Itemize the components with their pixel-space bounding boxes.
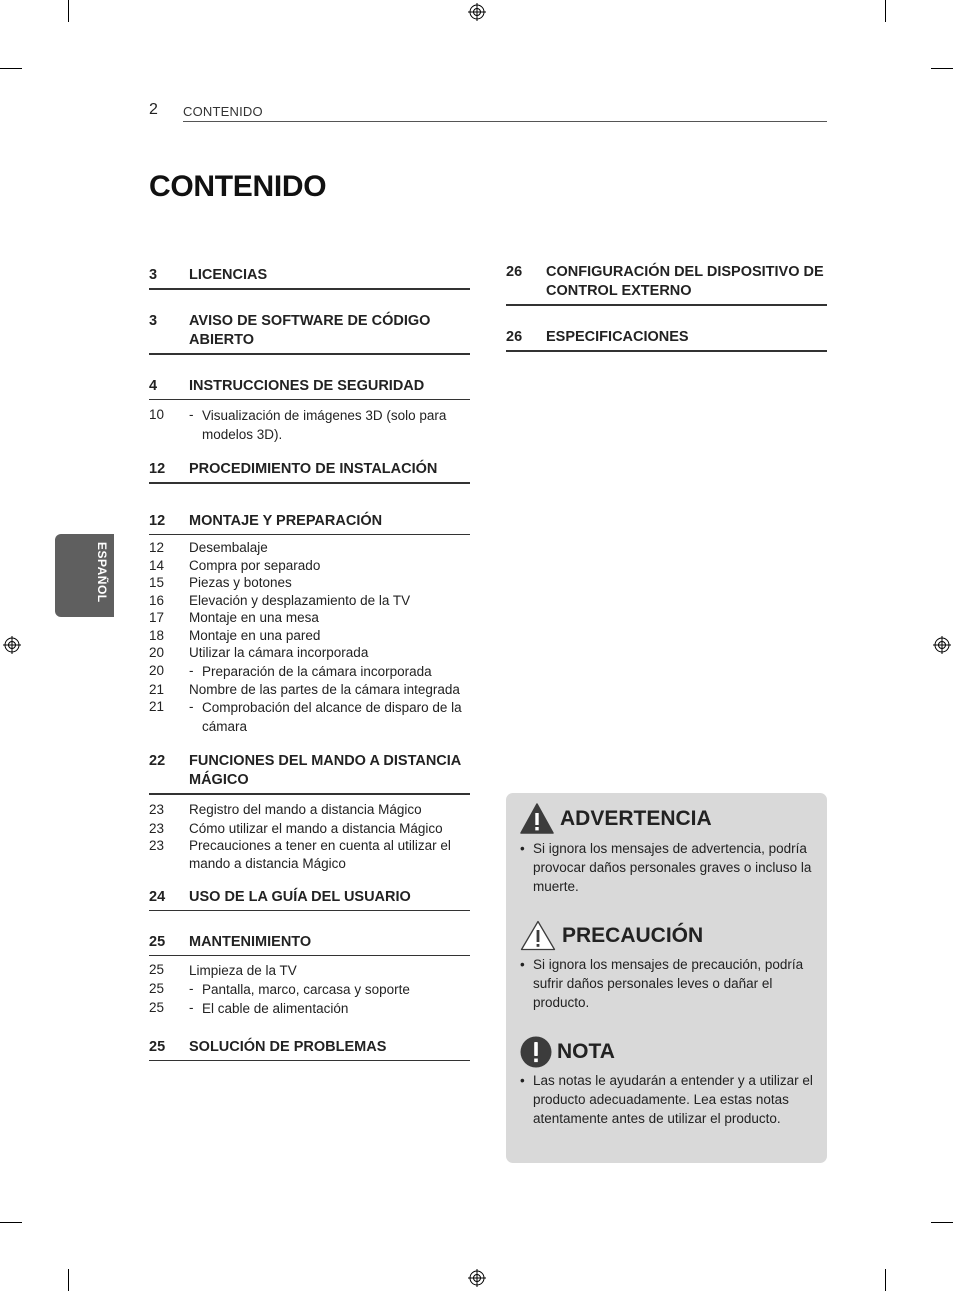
toc-subentry[interactable] xyxy=(149,698,470,736)
toc-entry[interactable] xyxy=(149,752,470,795)
toc-page-number: 26 xyxy=(506,329,523,345)
language-tab xyxy=(55,534,114,617)
toc-sub-page-number: 23 xyxy=(149,820,165,836)
crop-mark xyxy=(885,1269,886,1291)
toc-sub-page-number: 15 xyxy=(149,575,165,590)
toc-section xyxy=(149,312,470,355)
crop-mark xyxy=(68,1269,69,1291)
toc-subentry[interactable] xyxy=(149,999,470,1018)
crop-mark xyxy=(0,68,22,69)
warning-body: Si ignora los mensajes de advertencia, podría provocar daños personales graves o incluso la muerte. xyxy=(533,841,812,894)
warning-text xyxy=(520,839,816,896)
toc-entry[interactable] xyxy=(149,377,470,400)
toc-sub-title: Pantalla, marco, carcasa y soporte xyxy=(202,982,410,997)
toc-section xyxy=(149,460,470,484)
toc-title: CONFIGURACIÓN DEL DISPOSITIVO DE CONTROL EXTERNO xyxy=(546,264,824,299)
toc-title: LICENCIAS xyxy=(189,267,268,283)
toc-subentry[interactable] xyxy=(149,592,470,610)
toc-subentry[interactable] xyxy=(149,801,470,819)
toc-entry[interactable] xyxy=(149,266,470,290)
registration-mark-icon xyxy=(468,3,486,21)
toc-sub-title: Piezas y botones xyxy=(189,575,292,590)
registration-mark-icon xyxy=(468,1269,486,1287)
toc-sub-title: Visualización de imágenes 3D (solo para modelos 3D). xyxy=(202,408,447,442)
note-body: Las notas le ayudarán a entender y a utilizar el producto adecuadamente. Lea estas notas atentamente antes de utilizar el producto. xyxy=(533,1073,813,1126)
toc-subentry[interactable] xyxy=(149,644,470,662)
toc-sub-dash: - xyxy=(189,662,194,678)
toc-title: INSTRUCCIONES DE SEGURIDAD xyxy=(189,378,425,394)
toc-sub-title: Comprobación del alcance de disparo de la cámara xyxy=(202,700,462,734)
toc-title: SOLUCIÓN DE PROBLEMAS xyxy=(189,1039,387,1055)
page-number: 2 xyxy=(149,101,158,118)
toc-page-number: 24 xyxy=(149,889,166,905)
crop-mark xyxy=(885,0,886,22)
toc-subentry[interactable] xyxy=(149,961,470,980)
toc-sub-title: Montaje en una mesa xyxy=(189,610,319,625)
toc-subentry[interactable] xyxy=(149,820,470,838)
toc-entry[interactable] xyxy=(149,888,470,911)
toc-page-number: 4 xyxy=(149,378,158,394)
toc-subentry[interactable] xyxy=(149,406,470,444)
toc-subentry[interactable] xyxy=(149,627,470,645)
toc-subentry[interactable] xyxy=(149,557,470,575)
toc-page-number: 3 xyxy=(149,267,158,283)
header-rule xyxy=(183,121,827,122)
toc-subentry[interactable] xyxy=(149,980,470,999)
toc-title: MONTAJE Y PREPARACIÓN xyxy=(189,513,383,529)
toc-entry[interactable] xyxy=(149,460,470,484)
note-title: NOTA xyxy=(557,1040,615,1063)
toc-sub-title: Desembalaje xyxy=(189,540,268,555)
caution-text xyxy=(520,955,816,1012)
registration-mark-icon xyxy=(3,636,21,654)
toc-page-number: 25 xyxy=(149,1039,166,1055)
toc-sub-title: Utilizar la cámara incorporada xyxy=(189,645,369,660)
caution-title: PRECAUCIÓN xyxy=(562,923,704,947)
toc-sub-page-number: 21 xyxy=(149,699,165,714)
toc-subentry[interactable] xyxy=(149,662,470,681)
toc-sub-dash: - xyxy=(189,981,194,996)
toc-page-number: 26 xyxy=(506,264,523,280)
toc-section xyxy=(149,933,470,1018)
toc-entry[interactable] xyxy=(506,263,827,306)
toc-title: MANTENIMIENTO xyxy=(189,934,312,950)
toc-section xyxy=(149,888,470,911)
toc-sub-page-number: 17 xyxy=(149,610,165,625)
caution-heading xyxy=(520,920,703,951)
caution-icon xyxy=(520,920,556,951)
note-heading xyxy=(520,1036,615,1068)
toc-section xyxy=(149,266,470,290)
crop-mark xyxy=(68,0,69,22)
toc-sub-dash: - xyxy=(189,407,194,422)
notice-box xyxy=(506,793,827,1163)
toc-entry[interactable] xyxy=(149,1038,470,1061)
warning-icon xyxy=(520,803,554,834)
toc-title: PROCEDIMIENTO DE INSTALACIÓN xyxy=(189,461,438,477)
crop-mark xyxy=(0,1222,22,1223)
note-text xyxy=(520,1071,816,1128)
toc-sub-page-number: 25 xyxy=(149,981,165,996)
toc-sub-title: Preparación de la cámara incorporada xyxy=(202,663,432,679)
bullet: • xyxy=(520,1073,525,1088)
toc-sub-page-number: 21 xyxy=(149,681,165,697)
toc-page-number: 3 xyxy=(149,313,158,329)
toc-subentry[interactable] xyxy=(149,574,470,592)
toc-entry[interactable] xyxy=(149,312,470,355)
toc-sub-page-number: 14 xyxy=(149,557,165,573)
toc-sub-title: Limpieza de la TV xyxy=(189,963,297,978)
toc-sub-title: Elevación y desplazamiento de la TV xyxy=(189,592,411,608)
toc-subentry[interactable] xyxy=(149,681,470,699)
bullet: • xyxy=(520,841,525,856)
toc-page-number: 12 xyxy=(149,461,166,477)
toc-sub-page-number: 18 xyxy=(149,627,165,643)
toc-entry[interactable] xyxy=(506,328,827,352)
toc-sub-page-number: 10 xyxy=(149,407,165,422)
toc-page-number: 22 xyxy=(149,753,166,769)
toc-section xyxy=(506,328,827,352)
toc-section xyxy=(149,512,470,736)
toc-subentry[interactable] xyxy=(149,837,470,872)
toc-section xyxy=(149,377,470,444)
toc-section xyxy=(149,752,470,872)
toc-sub-dash: - xyxy=(189,1000,194,1015)
toc-page-number: 25 xyxy=(149,934,166,950)
toc-sub-title: El cable de alimentación xyxy=(202,1001,349,1016)
toc-section xyxy=(506,263,827,306)
toc-sub-title: Cómo utilizar el mando a distancia Mágico xyxy=(189,820,443,836)
toc-sub-page-number: 16 xyxy=(149,592,165,608)
toc-title: ESPECIFICACIONES xyxy=(546,329,689,345)
bullet: • xyxy=(520,957,525,972)
toc-sub-page-number: 12 xyxy=(149,540,165,555)
toc-left-column xyxy=(149,266,470,1061)
toc-entry[interactable] xyxy=(149,933,470,956)
toc-title: USO DE LA GUÍA DEL USUARIO xyxy=(189,889,411,905)
running-header: CONTENIDO xyxy=(183,104,263,119)
toc-sub-page-number: 20 xyxy=(149,645,165,660)
warning-title: ADVERTENCIA xyxy=(560,806,712,830)
toc-subentry[interactable] xyxy=(149,539,470,557)
toc-sub-page-number: 23 xyxy=(149,802,165,817)
caution-body: Si ignora los mensajes de precaución, podría sufrir daños personales leves o dañar el producto. xyxy=(533,957,804,1010)
page-title: CONTENIDO xyxy=(149,170,327,203)
toc-sub-title: Nombre de las partes de la cámara integrada xyxy=(189,681,460,697)
toc-page-number: 12 xyxy=(149,513,166,529)
toc-sub-dash: - xyxy=(189,699,194,714)
toc-sub-page-number: 25 xyxy=(149,1000,165,1015)
note-icon xyxy=(520,1036,552,1068)
toc-sub-title: Precauciones a tener en cuenta al utilizar el mando a distancia Mágico xyxy=(189,838,451,871)
toc-sub-title: Registro del mando a distancia Mágico xyxy=(189,802,422,817)
toc-entry[interactable] xyxy=(149,512,470,535)
registration-mark-icon xyxy=(933,636,951,654)
toc-right-column xyxy=(506,263,827,352)
toc-title: AVISO DE SOFTWARE DE CÓDIGO ABIERTO xyxy=(189,313,431,348)
toc-sub-title: Montaje en una pared xyxy=(189,627,321,643)
language-tab-label: ESPAÑOL xyxy=(95,542,109,603)
toc-sub-page-number: 25 xyxy=(149,962,165,977)
toc-sub-title: Compra por separado xyxy=(189,557,321,573)
toc-title: FUNCIONES DEL MANDO A DISTANCIA MÁGICO xyxy=(189,753,461,788)
crop-mark xyxy=(931,68,953,69)
warning-heading xyxy=(520,803,712,834)
toc-sub-page-number: 23 xyxy=(149,838,165,853)
toc-subentry[interactable] xyxy=(149,609,470,627)
toc-sub-page-number: 20 xyxy=(149,662,165,678)
crop-mark xyxy=(931,1222,953,1223)
toc-section xyxy=(149,1038,470,1061)
